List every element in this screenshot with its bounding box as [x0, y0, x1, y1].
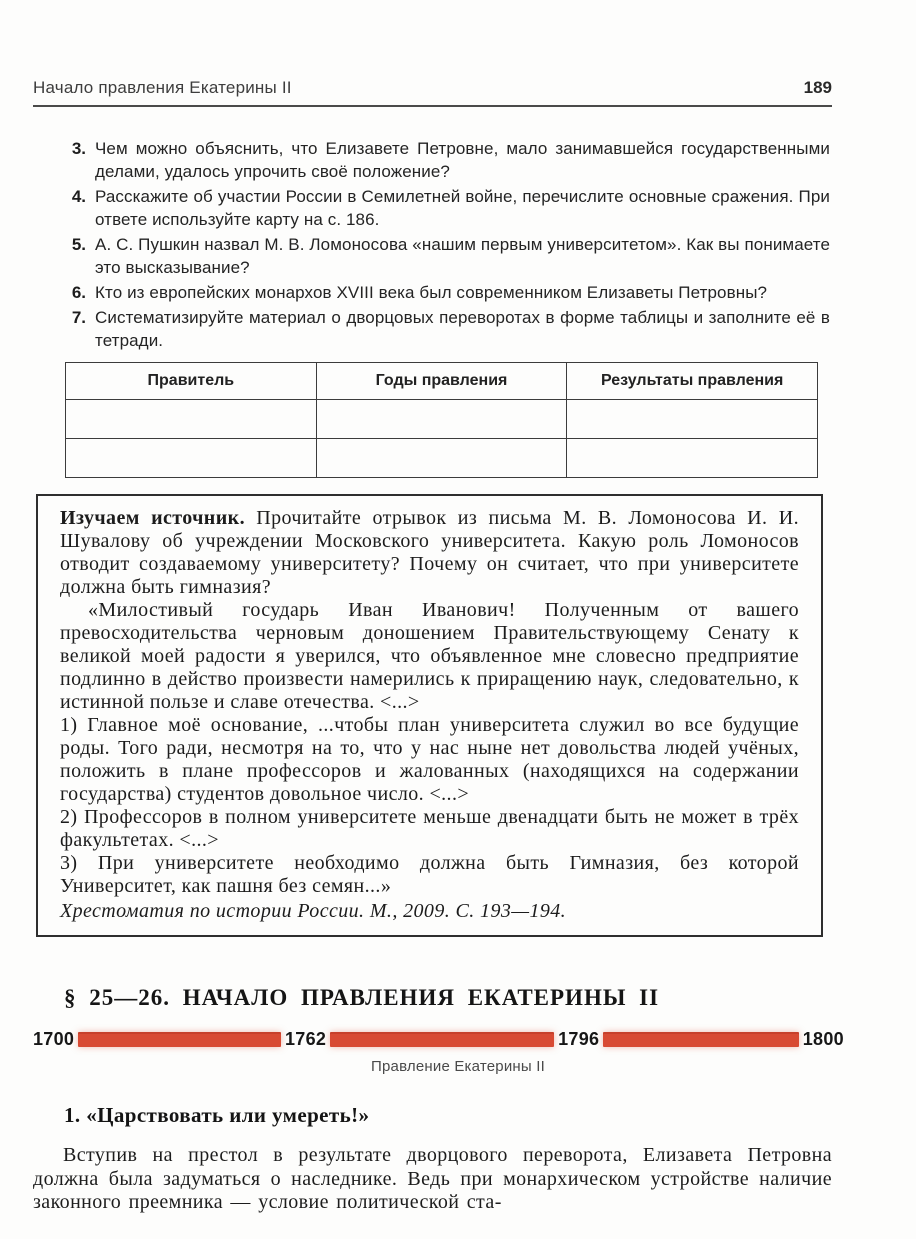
page-number: 189 [803, 78, 832, 97]
table-cell [316, 400, 567, 439]
questions-list [60, 137, 830, 352]
running-head-title: Начало правления Екатерины II [33, 78, 292, 97]
table-cell [567, 400, 818, 439]
timeline-bar-1762-1796 [330, 1032, 554, 1047]
source-letter-paragraph: «Милостивый государь Иван Иванович! Полученным от вашего превосходительства черновым доношением Правительствующему Сенату к великой моей радости я уверился, что объявленное мне словесно предприятие подлинно в действо произвести намерились к приращению наук, следовательно, к истинной пользе и славе отечества. <...> [60, 599, 799, 713]
timeline [33, 1029, 844, 1050]
table-header-ruler: Правитель [66, 363, 317, 400]
table-header-row [66, 363, 818, 400]
timeline-year-1700: 1700 [33, 1029, 75, 1049]
question-item [60, 281, 830, 304]
timeline-year-1796: 1796 [558, 1029, 600, 1049]
source-letter-paragraph: 3) При университете необходимо должна быть Гимназия, без которой Университет, как пашня без семян...» [60, 852, 799, 897]
question-number: 5. [71, 235, 86, 254]
source-box-intro [60, 507, 799, 599]
table-cell [316, 439, 567, 478]
source-citation: Хрестоматия по истории России. М., 2009. С. 193—194. [60, 900, 567, 922]
timeline-caption: Правление Екатерины II [371, 1058, 545, 1075]
timeline-bar-1796-1800 [603, 1032, 798, 1047]
source-box-intro-text: Прочитайте отрывок из письма М. В. Ломоносова И. И. Шувалову об учреждении Московского университета. Какую роль Ломоносов отводит создаваемому университету? Почему он считает, что при университете должна быть гимназия? [60, 507, 799, 598]
question-text: А. С. Пушкин назвал М. В. Ломоносова «нашим первым университетом». Как вы понимаете это высказывание? [95, 235, 830, 277]
table-cell [66, 400, 317, 439]
question-text: Систематизируйте материал о дворцовых переворотах в форме таблицы и заполните её в тетради. [95, 308, 830, 350]
question-number: 3. [71, 139, 86, 158]
source-letter-paragraph: 2) Профессоров в полном университете меньше двенадцати быть не может в трёх факультетах. <...> [60, 806, 799, 851]
timeline-bar-1700-1762 [78, 1032, 281, 1047]
source-box-label: Изучаем источник. [60, 507, 245, 529]
question-text: Расскажите об участии России в Семилетней войне, перечислите основные сражения. При ответе используйте карту на с. 186. [95, 187, 830, 229]
question-number: 7. [71, 308, 86, 327]
table-row [66, 439, 818, 478]
question-item [60, 137, 830, 183]
question-item [60, 306, 830, 352]
timeline-year-1762: 1762 [285, 1029, 327, 1049]
source-study-box [36, 494, 823, 937]
running-head [33, 78, 832, 107]
table-cell [567, 439, 818, 478]
timeline-year-1800: 1800 [802, 1029, 844, 1049]
question-number: 6. [71, 283, 86, 302]
question-item [60, 233, 830, 279]
question-item [60, 185, 830, 231]
question-number: 4. [71, 187, 86, 206]
body-paragraph: Вступив на престол в результате дворцового переворота, Елизавета Петровна должна была задуматься о наследнике. Ведь при монархическом устройстве наличие законного преемника — условие политической ста- [33, 1144, 832, 1213]
table-cell [66, 439, 317, 478]
question-text: Чем можно объяснить, что Елизавете Петровне, мало занимавшейся государственными делами, удалось упрочить своё положение? [95, 139, 830, 181]
rulers-table [65, 362, 818, 478]
table-header-results: Результаты правления [567, 363, 818, 400]
table-header-years: Годы правления [316, 363, 567, 400]
table-row [66, 400, 818, 439]
section-title: § 25—26. НАЧАЛО ПРАВЛЕНИЯ ЕКАТЕРИНЫ II [64, 985, 660, 1010]
question-text: Кто из европейских монархов XVIII века был современником Елизаветы Петровны? [95, 283, 768, 302]
source-letter-paragraph: 1) Главное моё основание, ...чтобы план университета служил во все будущие роды. Того ради, несмотря на то, что у нас ныне нет довольства людей учёных, положить в плане профессоров и жалованных (находящихся на содержании государства) студентов довольное число. <...> [60, 714, 799, 805]
subsection-title: 1. «Царствовать или умереть!» [64, 1103, 370, 1127]
